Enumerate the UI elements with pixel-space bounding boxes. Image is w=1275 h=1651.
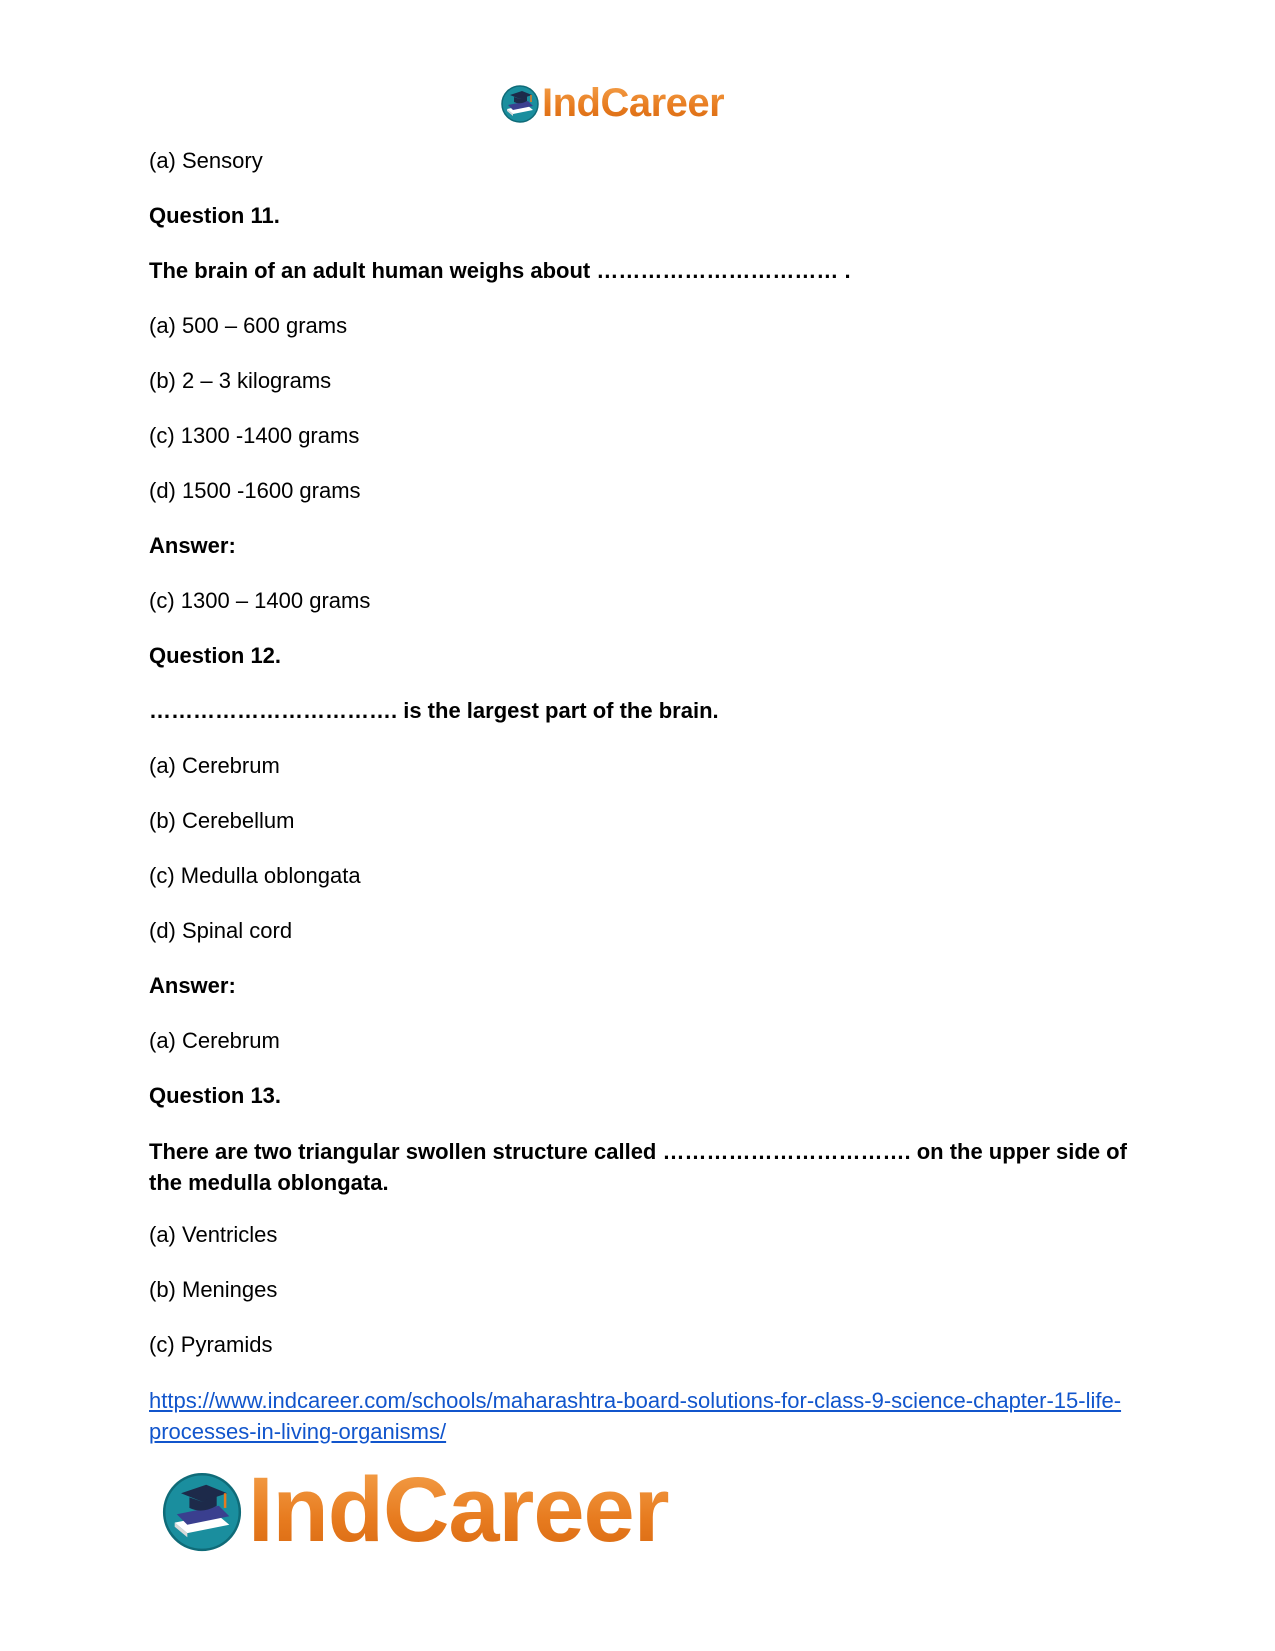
brand-logo-header	[500, 80, 724, 126]
brand-logo-footer	[160, 1459, 669, 1561]
question-text: The brain of an adult human weighs about …………………………… .	[149, 258, 851, 283]
option-line: (a) Sensory	[149, 148, 263, 173]
question-text: ……………………………. is the largest part of the brain.	[149, 698, 719, 723]
question-heading: Question 11.	[149, 203, 280, 228]
source-link[interactable]: https://www.indcareer.com/schools/maharashtra-board-solutions-for-class-9-science-chapter-15-life-processes-in-living-organisms/	[149, 1388, 1122, 1444]
answer-text: (c) 1300 – 1400 grams	[149, 588, 371, 613]
option-line: (a) Ventricles	[149, 1222, 278, 1247]
option-line: (b) 2 – 3 kilograms	[149, 368, 332, 393]
answer-label: Answer:	[149, 533, 236, 558]
graduation-book-icon	[160, 1468, 244, 1552]
answer-text: (a) Cerebrum	[149, 1028, 280, 1053]
option-line: (c) Medulla oblongata	[149, 863, 361, 888]
option-line: (d) 1500 -1600 grams	[149, 478, 361, 503]
option-line: (d) Spinal cord	[149, 918, 293, 943]
option-line: (a) 500 – 600 grams	[149, 313, 348, 338]
option-line: (b) Meninges	[149, 1277, 278, 1302]
option-line: (a) Cerebrum	[149, 753, 280, 778]
question-heading: Question 12.	[149, 643, 282, 668]
answer-label: Answer:	[149, 973, 236, 998]
brand-logo-text: IndCareer	[248, 1459, 669, 1561]
option-line: (b) Cerebellum	[149, 808, 295, 833]
question-text: There are two triangular swollen structure called ……………………………. on the upper side of the medulla oblongata.	[149, 1139, 1134, 1195]
document-body	[149, 146, 1134, 1447]
question-heading: Question 13.	[149, 1083, 282, 1108]
brand-logo-text: IndCareer	[542, 81, 725, 125]
option-line: (c) 1300 -1400 grams	[149, 423, 360, 448]
graduation-book-icon	[500, 83, 540, 123]
option-line: (c) Pyramids	[149, 1332, 273, 1357]
